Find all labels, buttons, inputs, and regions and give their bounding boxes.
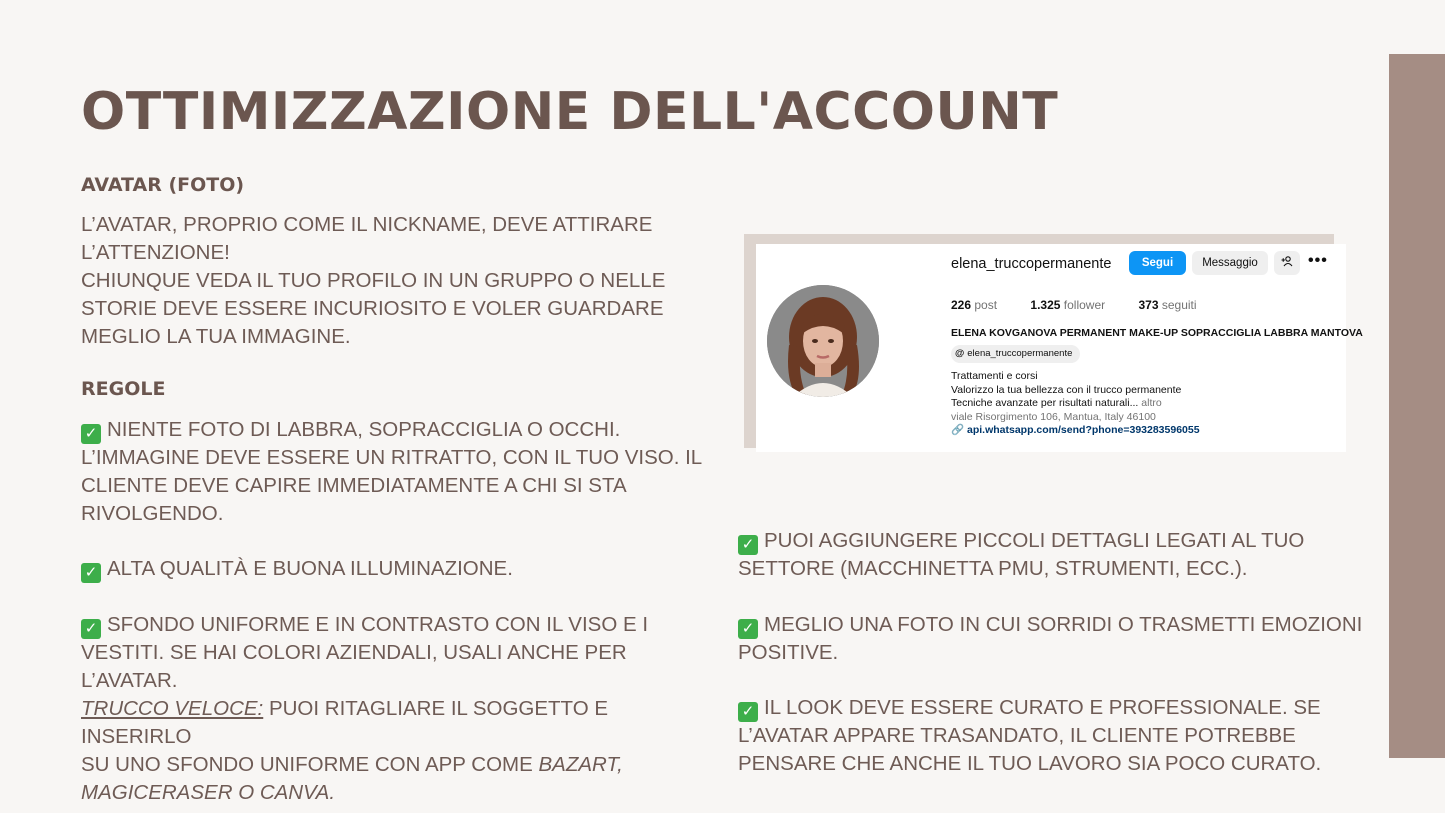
check-mark-icon: ✓: [81, 424, 101, 444]
avatar-line: MEGLIO LA TUA IMMAGINE.: [81, 325, 351, 348]
link-icon: 🔗: [951, 424, 965, 436]
more-dots-icon[interactable]: •••: [1308, 252, 1328, 269]
rule-text: IL LOOK DEVE ESSERE CURATO E PROFESSIONALE. SE: [764, 696, 1321, 719]
rule-text: L’AVATAR APPARE TRASANDATO, IL CLIENTE POTREBBE: [738, 724, 1296, 747]
avatar-heading: AVATAR (FOTO): [81, 174, 245, 196]
followers-label: follower: [1063, 298, 1106, 312]
rules-heading: REGOLE: [81, 378, 166, 400]
following-stat[interactable]: [1138, 298, 1196, 312]
threads-icon: @: [955, 348, 965, 359]
bio-more-link[interactable]: altro: [1141, 397, 1162, 409]
avatar-line: L’AVATAR, PROPRIO COME IL NICKNAME, DEVE ATTIRARE: [81, 213, 653, 236]
rule-background: [81, 611, 721, 807]
posts-stat[interactable]: [951, 298, 997, 312]
add-person-icon[interactable]: [1274, 251, 1300, 275]
rule-text: SETTORE (MACCHINETTA PMU, STRUMENTI, ECC.).: [738, 557, 1248, 580]
threads-handle: elena_truccopermanente: [967, 348, 1073, 359]
message-button[interactable]: Messaggio: [1192, 251, 1268, 275]
bio-line: Valorizzo la tua bellezza con il trucco permanente: [951, 383, 1182, 396]
tip-text: PUOI RITAGLIARE IL SOGGETTO E INSERIRLO: [81, 697, 609, 748]
tip-apps: MAGICERASER O CANVA.: [81, 781, 336, 804]
posts-label: post: [974, 298, 998, 312]
profile-bio: [951, 370, 1200, 438]
check-mark-icon: ✓: [81, 619, 101, 639]
rule-text: POSITIVE.: [738, 641, 839, 664]
portrait-image: [767, 285, 879, 397]
rule-text: VESTITI. SE HAI COLORI AZIENDALI, USALI ANCHE PER: [81, 641, 627, 664]
rule-smile: [738, 611, 1378, 667]
rule-text: PENSARE CHE ANCHE IL TUO LAVORO SIA POCO CURATO.: [738, 752, 1322, 775]
profile-stats: [951, 298, 1197, 312]
add-person-icon-glyph: [1281, 255, 1293, 267]
bio-line: Tecniche avanzate per risultati naturali...: [951, 397, 1139, 409]
rule-text: SFONDO UNIFORME E IN CONTRASTO CON IL VISO E I: [107, 613, 649, 636]
rule-quality: [81, 555, 711, 583]
decorative-side-bar: [1389, 54, 1445, 758]
check-mark-icon: ✓: [738, 619, 758, 639]
rule-text: CLIENTE DEVE CAPIRE IMMEDIATAMENTE A CHI SI STA: [81, 474, 627, 497]
tip-text: SU UNO SFONDO UNIFORME CON APP COME: [81, 753, 539, 776]
profile-username: elena_truccopermanente: [951, 256, 1112, 272]
threads-badge[interactable]: [951, 345, 1080, 363]
follow-button[interactable]: Segui: [1129, 251, 1186, 275]
profile-address[interactable]: viale Risorgimento 106, Mantua, Italy 46100: [951, 410, 1156, 423]
tip-apps: BAZART,: [538, 753, 623, 776]
check-mark-icon: ✓: [738, 535, 758, 555]
avatar-line: CHIUNQUE VEDA IL TUO PROFILO IN UN GRUPPO O NELLE: [81, 269, 666, 292]
bio-line: Trattamenti e corsi: [951, 370, 1038, 382]
following-count: 373: [1138, 298, 1159, 312]
posts-count: 226: [951, 298, 972, 312]
check-mark-icon: ✓: [738, 702, 758, 722]
instagram-profile-card: [756, 244, 1363, 452]
rule-text: ALTA QUALITÀ E BUONA ILLUMINAZIONE.: [107, 557, 513, 580]
page-title: OTTIMIZZAZIONE DELL'ACCOUNT: [81, 82, 1059, 142]
avatar-description: [81, 211, 701, 351]
check-mark-icon: ✓: [81, 563, 101, 583]
followers-stat[interactable]: [1030, 298, 1105, 312]
rule-text: RIVOLGENDO.: [81, 502, 224, 525]
rule-text: PUOI AGGIUNGERE PICCOLI DETTAGLI LEGATI AL TUO: [764, 529, 1305, 552]
rule-text: L’IMMAGINE DEVE ESSERE UN RITRATTO, CON IL TUO VISO. IL: [81, 446, 703, 469]
tip-label: TRUCCO VELOCE:: [81, 697, 264, 720]
rule-no-partial-photo: [81, 416, 711, 528]
avatar-line: STORIE DEVE ESSERE INCURIOSITO E VOLER GUARDARE: [81, 297, 664, 320]
following-label: seguiti: [1161, 298, 1197, 312]
rule-text: NIENTE FOTO DI LABBRA, SOPRACCIGLIA O OCCHI.: [107, 418, 621, 441]
rule-look: [738, 694, 1378, 778]
rule-details: [738, 527, 1368, 583]
profile-link[interactable]: [951, 424, 1200, 436]
profile-link-text: api.whatsapp.com/send?phone=393283596055: [967, 424, 1200, 436]
avatar-line: L’ATTENZIONE!: [81, 241, 230, 264]
profile-avatar[interactable]: [767, 285, 879, 397]
rule-text: MEGLIO UNA FOTO IN CUI SORRIDI O TRASMETTI EMOZIONI: [764, 613, 1363, 636]
followers-count: 1.325: [1030, 298, 1061, 312]
profile-full-name: ELENA KOVGANOVA PERMANENT MAKE-UP SOPRACCIGLIA LABBRA MANTOVA: [951, 327, 1363, 339]
rule-text: L’AVATAR.: [81, 669, 178, 692]
